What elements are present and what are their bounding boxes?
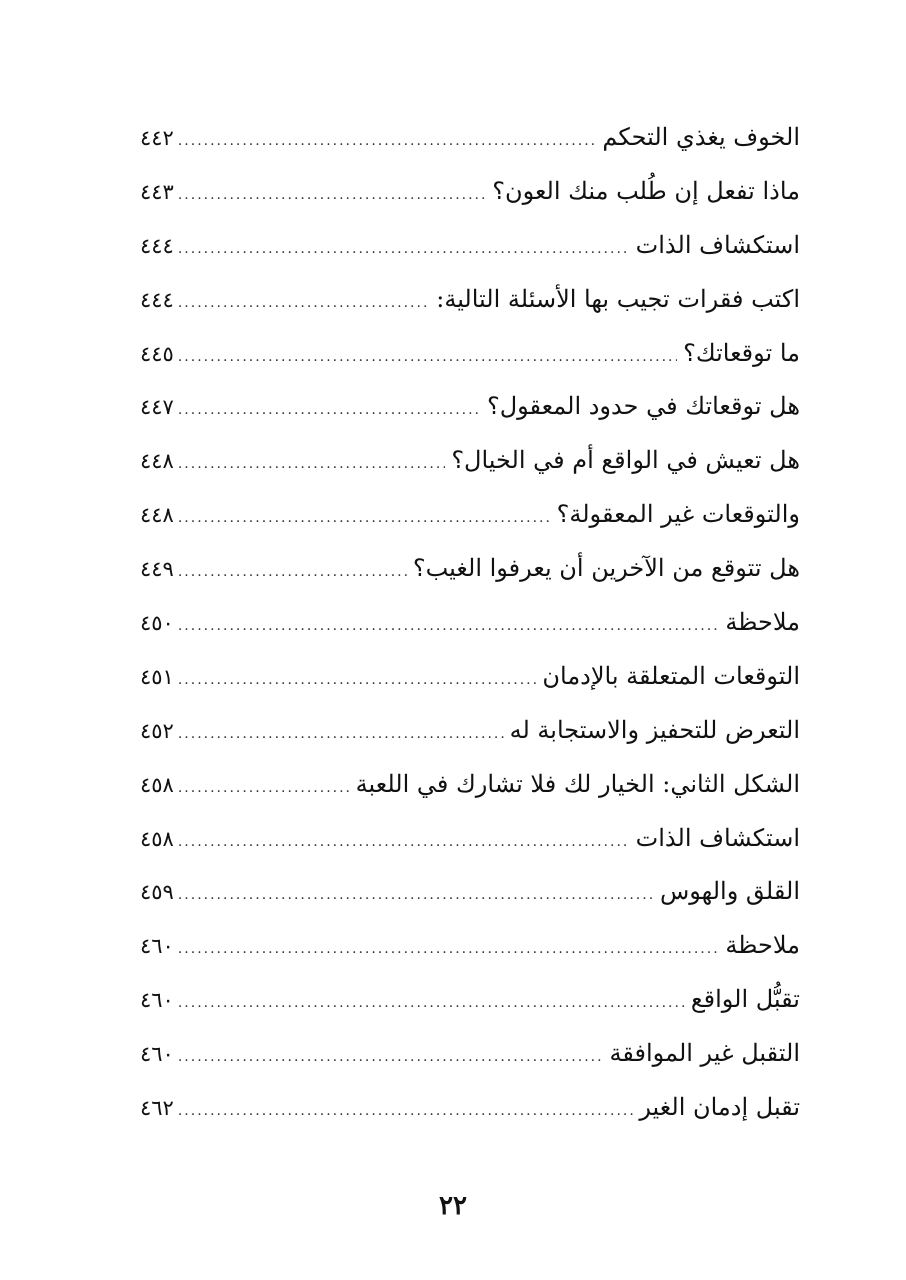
toc-entry-page: ٤٤٤ <box>140 287 174 312</box>
toc-entry <box>140 488 800 542</box>
toc-entry-page: ٤٥٨ <box>140 826 174 851</box>
dot-leader <box>178 600 720 654</box>
dot-leader <box>178 546 407 600</box>
toc-entry <box>140 650 800 704</box>
toc-entry-page: ٤٦٠ <box>140 1042 174 1067</box>
dot-leader <box>178 169 486 223</box>
toc-entry <box>140 380 800 434</box>
toc-entry <box>140 273 800 327</box>
dot-leader <box>178 277 430 331</box>
toc-entry-title: هل توقعاتك في حدود المعقول؟ <box>486 392 800 421</box>
dot-leader <box>178 331 677 385</box>
dot-leader <box>178 869 654 923</box>
toc-entry <box>140 111 800 165</box>
dot-leader <box>178 923 720 977</box>
toc-entry <box>140 219 800 273</box>
toc-entry-title: ماذا تفعل إن طُلب منك العون؟ <box>492 176 800 205</box>
toc-entry-page: ٤٥٢ <box>140 718 174 743</box>
dot-leader <box>178 762 350 816</box>
toc-entry-page: ٤٤٨ <box>140 449 174 474</box>
toc-entry-title: هل تعيش في الواقع أم في الخيال؟ <box>451 446 800 475</box>
toc-entry-title: القلق والهوس <box>659 877 800 906</box>
dot-leader <box>178 492 551 546</box>
toc-entry-title: استكشاف الذات <box>635 230 800 259</box>
toc-entry-title: والتوقعات غير المعقولة؟ <box>556 500 800 529</box>
toc-entry-title: الخوف يغذي التحكم <box>602 123 800 151</box>
toc-entry-title: تقبُّل الواقع <box>690 985 800 1014</box>
toc-entry-page: ٤٤٨ <box>140 503 174 528</box>
toc-entry-page: ٤٦٠ <box>140 934 174 959</box>
toc-entry <box>140 327 800 381</box>
dot-leader <box>178 654 537 708</box>
toc-entry-page: ٤٤٩ <box>140 557 174 582</box>
toc-entry-page: ٤٤٢ <box>140 126 174 150</box>
toc-entry-page: ٤٦٠ <box>140 988 174 1013</box>
toc-entry-page: ٤٦٢ <box>140 1096 174 1121</box>
toc-entry-page: ٤٥٩ <box>140 880 174 905</box>
dot-leader <box>178 1031 604 1085</box>
toc-entry-title: ملاحظة <box>725 608 800 637</box>
toc-entry-page: ٤٤٥ <box>140 341 174 366</box>
toc-entry-page: ٤٥١ <box>140 664 174 689</box>
table-of-contents <box>140 111 800 1135</box>
toc-entry <box>140 165 800 219</box>
toc-entry <box>140 758 800 812</box>
dot-leader <box>178 816 630 870</box>
toc-entry-title: ما توقعاتك؟ <box>683 338 800 367</box>
toc-entry-title: استكشاف الذات <box>635 823 800 852</box>
dot-leader <box>178 223 630 277</box>
toc-entry-title: تقبل إدمان الغير <box>639 1093 800 1122</box>
dot-leader <box>178 115 597 169</box>
page-number: ٢٢ <box>439 1191 467 1221</box>
toc-entry-page: ٤٤٧ <box>140 395 174 420</box>
toc-entry-title: التقبل غير الموافقة <box>609 1039 800 1068</box>
toc-entry <box>140 812 800 866</box>
toc-entry <box>140 1081 800 1135</box>
toc-entry-page: ٤٥٠ <box>140 611 174 636</box>
toc-entry-title: اكتب فقرات تجيب بها الأسئلة التالية: <box>436 284 800 313</box>
dot-leader <box>178 1085 633 1139</box>
dot-leader <box>178 977 685 1031</box>
toc-entry <box>140 1027 800 1081</box>
toc-entry <box>140 596 800 650</box>
toc-entry-title: هل تتوقع من الآخرين أن يعرفوا الغيب؟ <box>412 554 800 583</box>
dot-leader <box>178 438 445 492</box>
toc-entry <box>140 865 800 919</box>
dot-leader <box>178 384 481 438</box>
toc-entry-title: التوقعات المتعلقة بالإدمان <box>542 661 800 690</box>
toc-entry-page: ٤٤٤ <box>140 233 174 258</box>
toc-entry-title: التعرض للتحفيز والاستجابة له <box>509 715 800 744</box>
toc-entry-title: ملاحظة <box>725 931 800 960</box>
toc-entry-title: الشكل الثاني: الخيار لك فلا تشارك في اللعبة <box>355 769 800 798</box>
toc-entry <box>140 704 800 758</box>
toc-entry <box>140 973 800 1027</box>
toc-entry-page: ٤٥٨ <box>140 772 174 797</box>
toc-entry <box>140 542 800 596</box>
dot-leader <box>178 708 504 762</box>
toc-entry <box>140 919 800 973</box>
toc-entry-page: ٤٤٣ <box>140 179 174 204</box>
toc-entry <box>140 434 800 488</box>
